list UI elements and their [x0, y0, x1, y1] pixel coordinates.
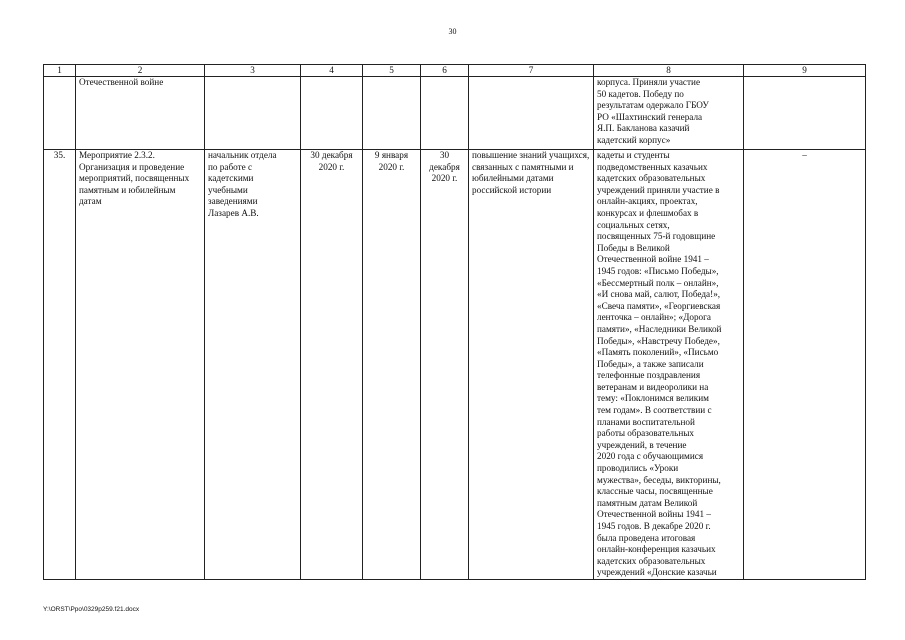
text-line: 2020 г. [318, 161, 345, 172]
header-cell-1: 1 [44, 65, 76, 77]
cell-notes: – [744, 150, 866, 580]
text-line: проводились «Уроки [597, 463, 679, 474]
text-line: «Бессмертный полк – онлайн», [597, 277, 719, 288]
header-cell-4: 4 [301, 65, 363, 77]
header-cell-3: 3 [205, 65, 301, 77]
text-line: онлайн-акциях, проектах, [597, 196, 698, 207]
text-line: кадетских образовательных [597, 555, 706, 566]
text-line: Победы», а также записали [597, 358, 704, 369]
table-row-continued [44, 77, 866, 150]
text-line: РО «Шахтинский генерала [597, 111, 703, 122]
text-line: по работе с [208, 161, 253, 172]
cell-start-date [363, 77, 421, 150]
text-line: Я.П. Бакланова казачий [597, 123, 690, 134]
text-line: учреждений, в течение [597, 439, 687, 450]
text-line: 9 января [374, 150, 409, 160]
header-cell-2: 2 [76, 65, 205, 77]
text-line: мужества», беседы, викторины, [597, 474, 721, 485]
text-line: онлайн-конференция казачьих [597, 544, 716, 555]
header-cell-7: 7 [469, 65, 594, 77]
text-line: Мероприятие 2.3.2. [79, 150, 155, 160]
text-line: классные часы, посвященные [597, 486, 713, 497]
text-line: кадетский корпус» [597, 134, 671, 145]
cell-event-name [76, 150, 205, 580]
text-line: телефонные поздравления [597, 370, 701, 381]
header-cell-8: 8 [594, 65, 744, 77]
cell-actual-result [594, 150, 744, 580]
text-line: кадетских образовательных [597, 173, 706, 184]
text-line: 1945 годов. В декабре 2020 г. [597, 521, 711, 531]
text-line: Отечественной войне 1941 – [597, 254, 709, 265]
text-line: Победы», «Навстречу Победе», [597, 335, 720, 346]
cell-start-date [363, 150, 421, 580]
page-number: 30 [448, 27, 457, 36]
text-line: памятным и юбилейным [79, 184, 176, 195]
text-line: учреждений «Донские казачьи [597, 567, 717, 578]
text-line: датам [79, 196, 102, 207]
cell-notes [744, 77, 866, 150]
cell-responsible [205, 77, 301, 150]
text-line: была проведена итоговая [597, 532, 696, 543]
header-cell-6: 6 [421, 65, 469, 77]
footer-file-path: Y:\ORST\Ppo\0329p259.f21.docx [43, 606, 140, 613]
header-cell-5: 5 [363, 65, 421, 77]
text-line: Победы в Великой [597, 242, 670, 253]
text-line: кадетскими [208, 173, 254, 184]
cell-planned-date [301, 150, 363, 580]
text-line: 30 декабря [429, 150, 460, 172]
text-line: учебными [208, 184, 248, 195]
text-line: юбилейными датами [472, 173, 554, 184]
text-line: «Свеча памяти», «Георгиевская [597, 300, 721, 311]
text-line: планами воспитательной [597, 416, 695, 427]
text-line: памятным датам Великой [597, 497, 698, 508]
header-row [44, 65, 866, 77]
text-line: заведениями [208, 196, 258, 207]
text-line: «Память поколений», «Письмо [597, 347, 719, 358]
cell-number: 35. [44, 150, 76, 580]
text-line: 50 кадетов. Победу по [597, 88, 684, 99]
cell-end-date [421, 150, 469, 580]
text-line: повышение знаний учащихся, [472, 150, 590, 160]
text-line: ветеранам и видеоролики на [597, 381, 709, 392]
cell-expected-result [469, 150, 594, 580]
text-line: российской истории [472, 184, 552, 195]
text-line: Отечественной войны 1941 – [597, 509, 711, 520]
cell-number [44, 77, 76, 150]
text-line: конкурсах и флешмобах в [597, 207, 699, 218]
cell-actual-result [594, 77, 744, 150]
text-line: корпуса. Приняли участие [597, 77, 701, 87]
text-line: социальных сетях, [597, 219, 670, 230]
text-line: тем годам». В соответствии с [597, 405, 712, 416]
text-line: работы образовательных [597, 428, 695, 439]
cell-planned-date [301, 77, 363, 150]
text-line: начальник отдела [208, 150, 277, 160]
cell-event-name: Отечественной войне [76, 77, 205, 150]
text-line: 1945 годов: «Письмо Победы», [597, 265, 719, 276]
text-line: 2020 г. [378, 161, 405, 172]
text-line: памяти», «Наследники Великой [597, 323, 722, 334]
text-line: связанных с памятными и [472, 161, 574, 172]
text-line: Лазарев А.В. [208, 207, 259, 218]
text-line: мероприятий, посвященных [79, 173, 190, 184]
text-line: «И снова май, салют, Победа!», [597, 289, 721, 300]
text-line: ленточка – онлайн»; «Дорога [597, 312, 711, 323]
text-line: тему: «Поклонимся великим [597, 393, 709, 404]
report-table [43, 64, 866, 580]
text-line: учреждений приняли участие в [597, 184, 720, 195]
cell-end-date [421, 77, 469, 150]
text-line: Организация и проведение [79, 161, 185, 172]
text-line: подведомственных казачьих [597, 161, 708, 172]
text-line: 2020 года с обучающимися [597, 451, 704, 462]
cell-expected-result [469, 77, 594, 150]
text-line: результатам одержало ГБОУ [597, 100, 709, 111]
text-line: посвященных 75-й годовщине [597, 231, 716, 242]
text-line: 30 декабря [310, 150, 353, 160]
table-row-35 [44, 150, 866, 580]
text-line: кадеты и студенты [597, 150, 670, 160]
header-cell-9: 9 [744, 65, 866, 77]
text-line: 2020 г. [431, 173, 458, 184]
cell-responsible [205, 150, 301, 580]
